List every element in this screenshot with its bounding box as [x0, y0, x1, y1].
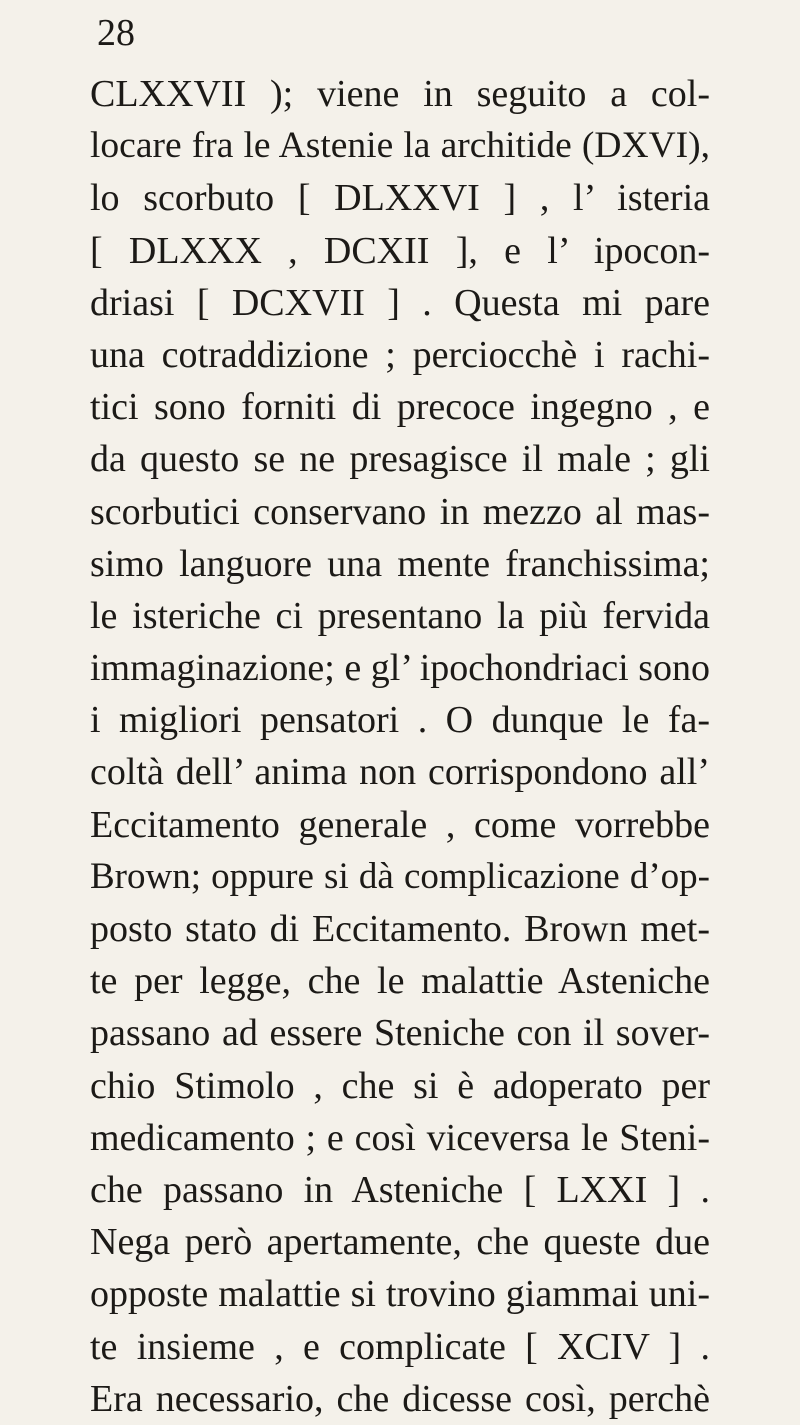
text-line: Eccitamento generale , come vorrebbe [90, 803, 710, 846]
text-line: coltà dell’ anima non corrispondono all’ [90, 751, 710, 794]
text-line: CLXXVII ); viene in seguito a col- [90, 73, 710, 115]
text-line: che passano in Asteniche [ LXXI ] . [90, 1168, 710, 1211]
text-line: te insieme , e complicate [ XCIV ] . [90, 1325, 710, 1368]
text-line: chio Stimolo , che si è adoperato per [90, 1064, 710, 1107]
text-line: lo scorbuto [ DLXXVI ] , l’ isteria [90, 177, 710, 220]
text-line: i migliori pensatori . O dunque le fa- [90, 699, 710, 742]
text-line: opposte malattie si trovino giammai uni- [90, 1273, 710, 1316]
text-line: [ DLXXX , DCXII ], e l’ ipocon- [90, 229, 710, 272]
text-line: passano ad essere Steniche con il sover- [90, 1012, 710, 1055]
text-line: Era necessario, che dicesse così, perchè [90, 1377, 710, 1420]
text-line: le isteriche ci presentano la più fervida [90, 594, 710, 637]
text-line: da questo se ne presagisce il male ; gli [90, 438, 710, 481]
page-text [90, 68, 710, 1425]
text-line: tici sono forniti di precoce ingegno , e [90, 386, 710, 429]
page-number: 28 [97, 12, 135, 54]
text-line: una cotraddizione ; perciocchè i rachi- [90, 333, 710, 376]
text-line: simo languore una mente franchissima; [90, 542, 710, 585]
text-line: scorbutici conservano in mezzo al mas- [90, 490, 710, 533]
text-line: locare fra le Astenie la architide (DXVI), [90, 125, 710, 167]
text-line: posto stato di Eccitamento. Brown met- [90, 908, 710, 950]
text-line: immaginazione; e gl’ ipochondriaci sono [90, 647, 710, 690]
text-line: Nega però apertamente, che queste due [90, 1221, 710, 1264]
text-line: driasi [ DCXVII ] . Questa mi pare [90, 281, 710, 324]
text-line: medicamento ; e così viceversa le Steni- [90, 1116, 710, 1159]
text-line: te per legge, che le malattie Asteniche [90, 960, 710, 1003]
text-line: Brown; oppure si dà complicazione d’op- [90, 855, 710, 897]
